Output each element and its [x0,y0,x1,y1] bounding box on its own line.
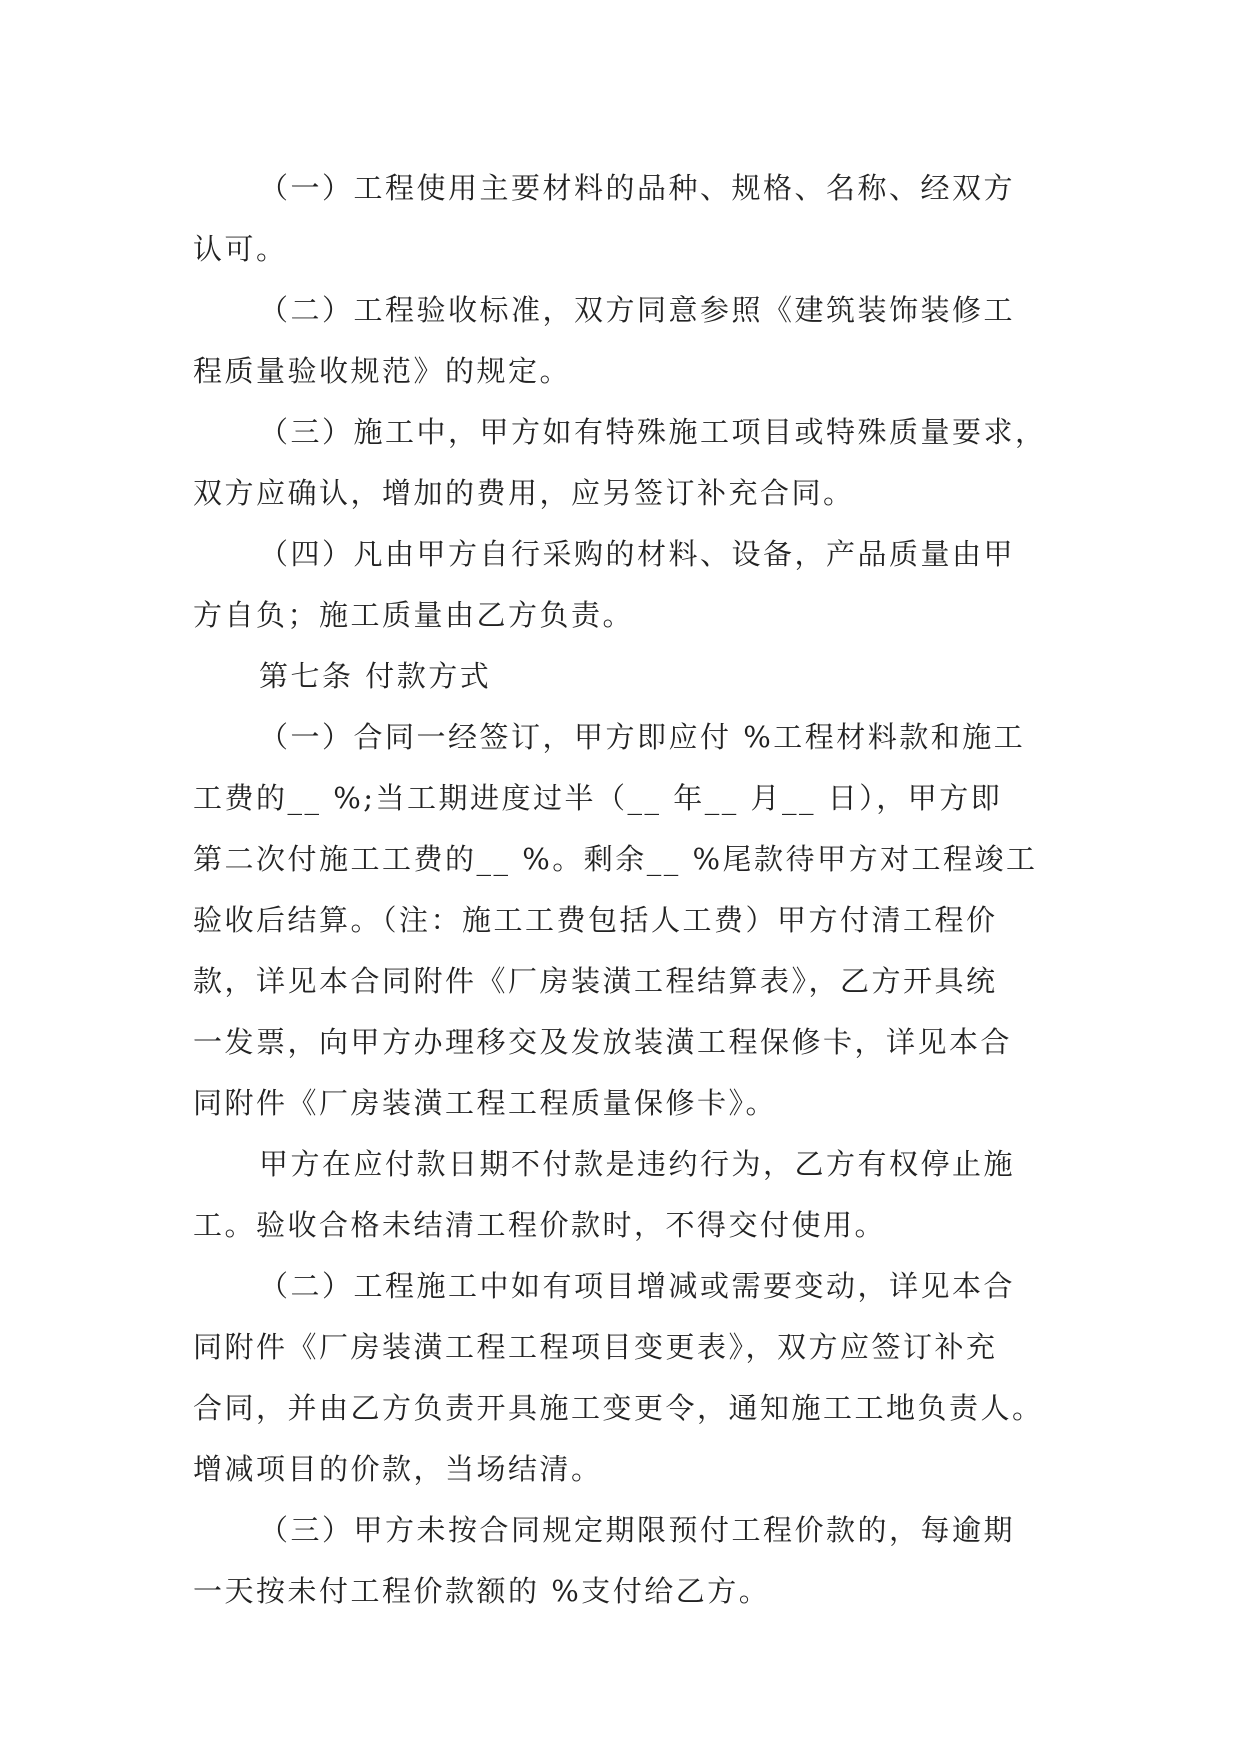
text-line: 同附件《厂房装潢工程工程项目变更表》，双方应签订补充 [193,1330,998,1364]
text-line: （三）施工中，甲方如有特殊施工项目或特殊质量要求， [259,415,1047,449]
text-line: （三）甲方未按合同规定期限预付工程价款的，每逾期 [259,1513,1016,1547]
text-line: （四）凡由甲方自行采购的材料、设备，产品质量由甲 [259,537,1016,571]
text-line: 一天按未付工程价款额的 %支付给乙方。 [193,1574,771,1608]
text-line: 工。验收合格未结清工程价款时，不得交付使用。 [193,1208,887,1242]
text-line: 双方应确认，增加的费用，应另签订补充合同。 [193,476,855,510]
paragraph-special-requirements [193,402,1053,524]
text-line: （一）工程使用主要材料的品种、规格、名称、经双方 [259,171,1016,205]
text-line: （二）工程施工中如有项目增减或需要变动，详见本合 [259,1269,1016,1303]
paragraph-late-payment-breach [193,1134,1053,1256]
text-line: 方自负；施工质量由乙方负责。 [193,598,635,632]
text-line: 甲方在应付款日期不付款是违约行为，乙方有权停止施 [259,1147,1016,1181]
text-line: 同附件《厂房装潢工程工程质量保修卡》。 [193,1086,778,1120]
article-7-heading: 第七条 付款方式 [259,659,492,693]
text-line: 一发票，向甲方办理移交及发放装潢工程保修卡，详见本合 [193,1025,1013,1059]
paragraph-overdue-penalty [193,1500,1053,1622]
text-line: 工费的__ %;当工期进度过半（__ 年__ 月__ 日），甲方即 [193,781,1003,815]
text-line: （一）合同一经签订，甲方即应付 %工程材料款和施工 [259,720,1026,754]
text-line: 款，详见本合同附件《厂房装潢工程结算表》，乙方开具统 [193,964,998,998]
text-line: 第二次付施工工费的__ %。剩余__ %尾款待甲方对工程竣工 [193,842,1038,876]
text-line: （二）工程验收标准，双方同意参照《建筑装饰装修工 [259,293,1016,327]
article-heading [193,646,1053,707]
text-line: 验收后结算。（注：施工工费包括人工费）甲方付清工程价 [193,903,998,937]
paragraph-materials-approval [193,158,1053,280]
text-line: 程质量验收规范》的规定。 [193,354,572,388]
text-line: 增减项目的价款，当场结清。 [193,1452,603,1486]
text-line: 认可。 [193,232,288,266]
paragraph-payment-schedule [193,707,1053,1134]
document-body [193,158,1053,1622]
text-line: 合同，并由乙方负责开具施工变更令，通知施工工地负责人。 [193,1391,1044,1425]
paragraph-project-changes [193,1256,1053,1500]
paragraph-acceptance-standard [193,280,1053,402]
paragraph-self-purchased-materials [193,524,1053,646]
